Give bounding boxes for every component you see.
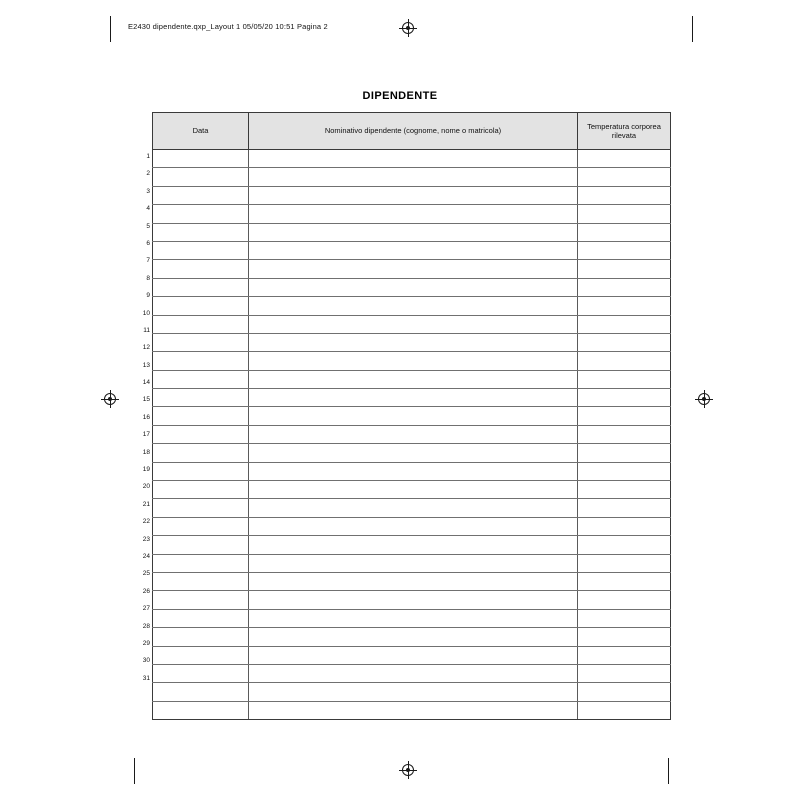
row-number: 6 [146,239,150,247]
cell-temperatura[interactable] [578,499,671,517]
table-row [153,333,671,351]
table-row [153,168,671,186]
registration-mark-left [104,393,118,407]
cell-data[interactable] [153,701,249,719]
cell-temperatura[interactable] [578,628,671,646]
cell-data[interactable] [153,241,249,259]
cell-nominativo[interactable] [249,517,578,535]
registration-mark-right [698,393,712,407]
row-number: 5 [146,222,150,230]
register-table [152,112,671,720]
cell-nominativo[interactable] [249,609,578,627]
table-row [153,389,671,407]
cell-nominativo[interactable] [249,425,578,443]
cell-nominativo[interactable] [249,591,578,609]
table-row [153,407,671,425]
cell-data[interactable] [153,425,249,443]
table-row [153,278,671,296]
cell-data[interactable] [153,609,249,627]
table-row [153,683,671,701]
cell-nominativo[interactable] [249,260,578,278]
cell-data[interactable] [153,370,249,388]
table-row [153,444,671,462]
row-number: 31 [142,674,150,682]
table-row [153,536,671,554]
cell-data[interactable] [153,683,249,701]
row-number: 9 [146,292,150,300]
cell-data[interactable] [153,389,249,407]
cell-data[interactable] [153,352,249,370]
cell-data[interactable] [153,205,249,223]
register-table-wrapper [152,112,667,720]
table-row [153,664,671,682]
cell-temperatura[interactable] [578,591,671,609]
table-row [153,499,671,517]
table-header [153,113,671,150]
cell-temperatura[interactable] [578,683,671,701]
cell-data[interactable] [153,572,249,590]
table-row [153,297,671,315]
row-number: 27 [142,605,150,613]
cell-temperatura[interactable] [578,701,671,719]
registration-mark-bottom [402,764,416,778]
table-row [153,646,671,664]
cell-nominativo[interactable] [249,205,578,223]
row-number: 8 [146,274,150,282]
cell-temperatura[interactable] [578,425,671,443]
column-header-nominativo: Nominativo dipendente (cognome, nome o matricola) [249,113,578,150]
table-row [153,150,671,168]
cell-temperatura[interactable] [578,370,671,388]
cell-temperatura[interactable] [578,260,671,278]
table-row [153,628,671,646]
cell-data[interactable] [153,554,249,572]
crop-mark-bottom-right-vertical [668,758,669,784]
cell-temperatura[interactable] [578,150,671,168]
table-row [153,572,671,590]
crop-mark-top-left-vertical [110,16,111,42]
cell-nominativo[interactable] [249,370,578,388]
cell-temperatura[interactable] [578,407,671,425]
cell-nominativo[interactable] [249,333,578,351]
cell-data[interactable] [153,150,249,168]
row-number: 24 [142,552,150,560]
cell-data[interactable] [153,462,249,480]
row-number: 26 [142,587,150,595]
cell-data[interactable] [153,407,249,425]
row-number: 21 [142,500,150,508]
cell-temperatura[interactable] [578,315,671,333]
cell-nominativo[interactable] [249,664,578,682]
cell-nominativo[interactable] [249,683,578,701]
table-header-row [153,113,671,150]
page-slug-line: E2430 dipendente.qxp_Layout 1 05/05/20 10:51 Pagina 2 [128,22,328,31]
row-number: 1 [146,153,150,160]
cell-temperatura[interactable] [578,223,671,241]
table-row [153,205,671,223]
cell-nominativo[interactable] [249,628,578,646]
row-number: 19 [142,466,150,474]
column-header-data: Data [153,113,249,150]
table-row [153,223,671,241]
cell-temperatura[interactable] [578,186,671,204]
cell-temperatura[interactable] [578,278,671,296]
row-number-gutter [134,148,150,687]
crop-mark-top-right-vertical [692,16,693,42]
cell-data[interactable] [153,186,249,204]
row-number: 28 [142,622,150,630]
cell-temperatura[interactable] [578,168,671,186]
cell-temperatura[interactable] [578,333,671,351]
row-number: 20 [142,483,150,491]
cell-nominativo[interactable] [249,150,578,168]
cell-data[interactable] [153,444,249,462]
row-number: 4 [146,205,150,213]
cell-temperatura[interactable] [578,462,671,480]
table-row [153,260,671,278]
table-row [153,462,671,480]
row-number: 22 [142,518,150,526]
row-number: 30 [142,657,150,665]
cell-nominativo[interactable] [249,646,578,664]
cell-data[interactable] [153,628,249,646]
registration-mark-top [402,22,416,36]
cell-data[interactable] [153,260,249,278]
row-number: 10 [142,309,150,317]
cell-temperatura[interactable] [578,664,671,682]
table-row [153,554,671,572]
cell-data[interactable] [153,591,249,609]
table-body [153,150,671,720]
cell-temperatura[interactable] [578,389,671,407]
cell-temperatura[interactable] [578,646,671,664]
cell-nominativo[interactable] [249,352,578,370]
cell-data[interactable] [153,481,249,499]
cell-nominativo[interactable] [249,315,578,333]
cell-nominativo[interactable] [249,554,578,572]
column-header-temperatura [578,113,671,150]
cell-temperatura[interactable] [578,517,671,535]
row-number: 13 [142,361,150,369]
cell-nominativo[interactable] [249,701,578,719]
row-number: 18 [142,448,150,456]
row-number: 15 [142,396,150,404]
row-number: 7 [146,257,150,265]
table-row [153,517,671,535]
table-row [153,241,671,259]
row-number: 3 [146,187,150,195]
cell-nominativo[interactable] [249,536,578,554]
cell-nominativo[interactable] [249,407,578,425]
cell-temperatura[interactable] [578,297,671,315]
cell-nominativo[interactable] [249,389,578,407]
cell-data[interactable] [153,664,249,682]
cell-data[interactable] [153,278,249,296]
cell-data[interactable] [153,499,249,517]
table-row [153,701,671,719]
cell-data[interactable] [153,536,249,554]
cell-nominativo[interactable] [249,278,578,296]
cell-data[interactable] [153,646,249,664]
cell-temperatura[interactable] [578,481,671,499]
row-number: 12 [142,344,150,352]
cell-nominativo[interactable] [249,499,578,517]
cell-data[interactable] [153,517,249,535]
cell-nominativo[interactable] [249,168,578,186]
row-number: 17 [142,431,150,439]
cell-data[interactable] [153,168,249,186]
cell-temperatura[interactable] [578,572,671,590]
row-number: 14 [142,379,150,387]
cell-temperatura[interactable] [578,554,671,572]
table-row [153,609,671,627]
table-row [153,425,671,443]
cell-temperatura[interactable] [578,536,671,554]
cell-temperatura[interactable] [578,609,671,627]
table-row [153,352,671,370]
row-number: 16 [142,413,150,421]
cell-nominativo[interactable] [249,572,578,590]
column-header-temperatura-line2: rilevata [611,131,637,140]
table-row [153,481,671,499]
page-title: DIPENDENTE [362,90,438,102]
cell-temperatura[interactable] [578,444,671,462]
cell-nominativo[interactable] [249,297,578,315]
row-number: 25 [142,570,150,578]
cell-nominativo[interactable] [249,223,578,241]
table-row [153,186,671,204]
cell-nominativo[interactable] [249,462,578,480]
cell-temperatura[interactable] [578,241,671,259]
cell-data[interactable] [153,223,249,241]
cell-temperatura[interactable] [578,205,671,223]
cell-nominativo[interactable] [249,444,578,462]
cell-data[interactable] [153,315,249,333]
table-row [153,591,671,609]
cell-data[interactable] [153,297,249,315]
row-number: 11 [143,326,150,334]
crop-mark-bottom-left-vertical [134,758,135,784]
cell-data[interactable] [153,333,249,351]
row-number: 29 [142,639,150,647]
row-number: 23 [142,535,150,543]
table-row [153,315,671,333]
row-number: 2 [146,170,150,178]
cell-nominativo[interactable] [249,186,578,204]
table-row [153,370,671,388]
column-header-temperatura-line1: Temperatura corporea [587,121,661,131]
cell-nominativo[interactable] [249,241,578,259]
cell-nominativo[interactable] [249,481,578,499]
cell-temperatura[interactable] [578,352,671,370]
